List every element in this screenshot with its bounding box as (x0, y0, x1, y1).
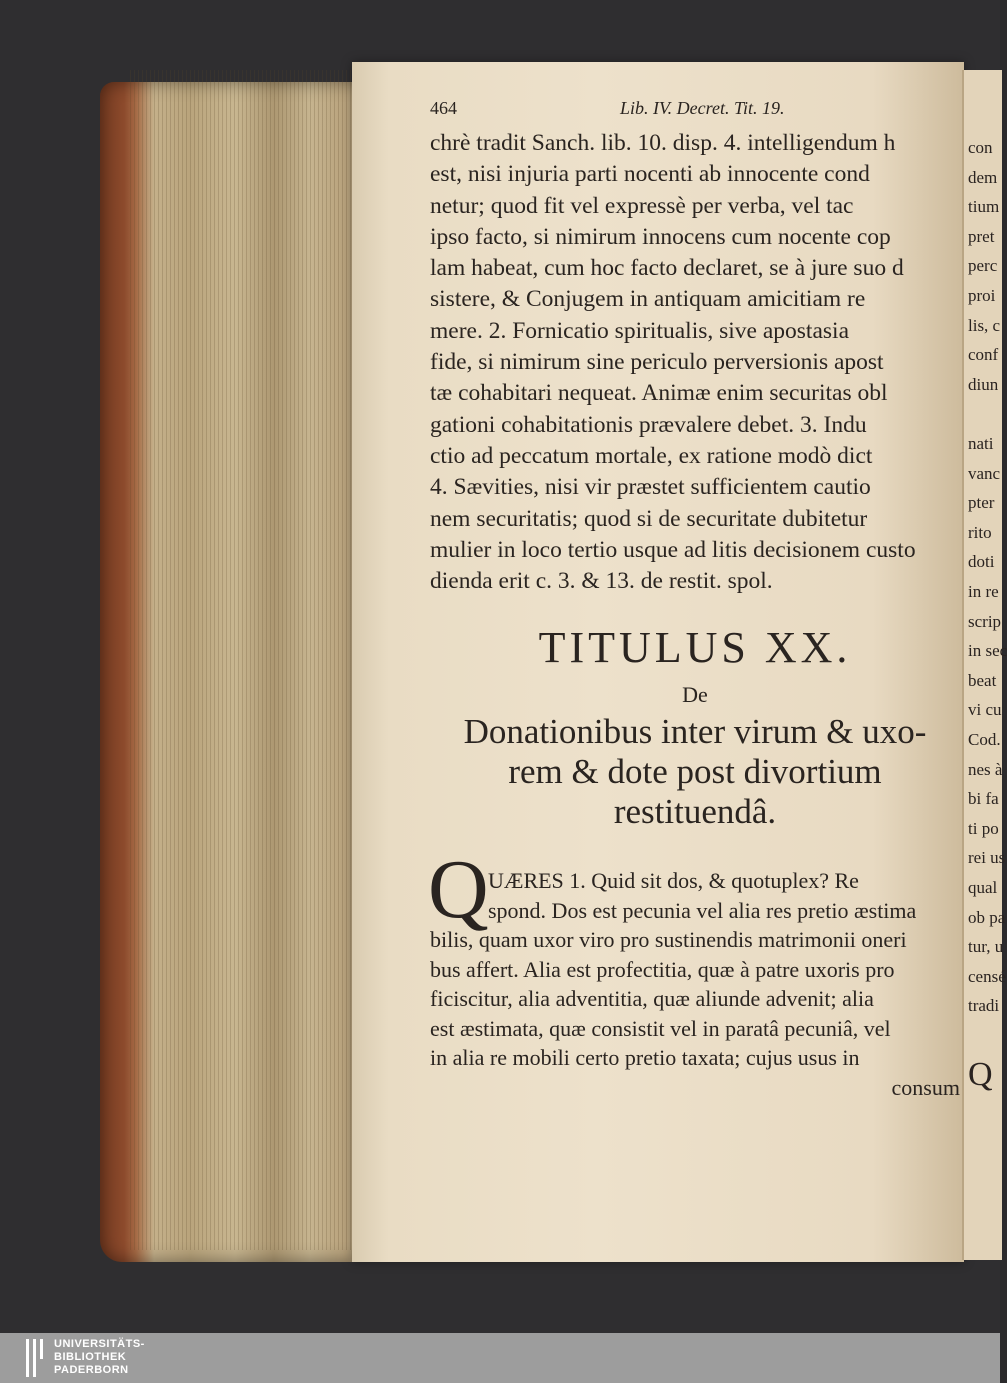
next-page-fragment: vi cu (968, 700, 1002, 720)
next-page-fragment: ti po (968, 818, 999, 838)
text-line: in alia re mobili certo pretio taxata; cujus usus in (430, 1045, 860, 1070)
next-page-fragment: censé (968, 966, 1006, 986)
next-page-fragment: in sec (968, 641, 1007, 661)
library-name (54, 1338, 145, 1377)
text-line: UÆRES 1. Quid sit dos, & quotuplex? Re (488, 868, 859, 893)
running-head (430, 98, 950, 124)
text-line: ctio ad peccatum mortale, ex ratione modò dict (430, 442, 873, 469)
next-page-fragment: vanc (968, 463, 1001, 483)
text-line: spond. Dos est pecunia vel alia res pretio æstima (488, 897, 917, 923)
footer-bar (0, 1333, 1000, 1383)
next-page-fragment: nes à (968, 759, 1003, 779)
next-page-fragment: scrip (968, 611, 1002, 631)
text-line: est æstimata, quæ consistit vel in paratâ pecuniâ, vel (430, 1015, 891, 1041)
text-line: sistere, & Conjugem in antiquam amicitiam re (430, 286, 866, 313)
next-page-fragment: tradi (968, 996, 1000, 1016)
text-line: gationi cohabitationis prævalere debet. 3. Indu (430, 411, 867, 438)
library-name-line: PADERBORN (54, 1364, 129, 1376)
text-line: 4. Sævities, nisi vir præstet sufficientem cautio (430, 474, 871, 501)
text-line: lam habeat, cum hoc facto declaret, se à jure suo d (430, 255, 904, 282)
next-page-fragment: tium (968, 197, 1000, 217)
text-line: consum (891, 1074, 960, 1100)
next-page-fragment: tur, u (968, 937, 1004, 957)
next-page-fragment: conf (968, 345, 999, 365)
next-page-fragment: lis, c (968, 315, 1001, 335)
text-line: dienda erit c. 3. & 13. de restit. spol. (430, 568, 773, 595)
page-number: 464 (430, 98, 457, 118)
text-line: bus affert. Alia est profectitia, quæ à patre uxoris pro (430, 956, 895, 982)
library-name-line: BIBLIOTHEK (54, 1351, 127, 1363)
next-page-fragment: rito (968, 522, 992, 542)
library-name-line: UNIVERSITÄTS- (54, 1338, 145, 1350)
next-page-fragment: doti (968, 552, 995, 572)
text-line: ficiscitur, alia adventitia, quæ aliunde advenit; alia (430, 986, 874, 1011)
section-subtitle (430, 712, 960, 832)
text-line: netur; quod fit vel expressè per verba, vel tac (430, 192, 854, 219)
text-line: ipso facto, si nimirum innocens cum nocente cop (430, 223, 891, 250)
section-title: TITULUS XX. (538, 623, 852, 672)
text-line: mere. 2. Fornicatio spiritualis, sive apostasia (430, 317, 849, 344)
next-page-edge (962, 70, 1007, 1260)
text-line: tæ cohabitari nequeat. Animæ enim securitas obl (430, 380, 888, 407)
next-page-fragment: qual (968, 878, 998, 897)
next-page-fragment: perc (968, 256, 998, 276)
text-line: est, nisi injuria parti nocenti ab innocente cond (430, 161, 870, 188)
question-paragraph (430, 866, 960, 1102)
text-line: fide, si nimirum sine periculo perversionis apost (430, 349, 884, 376)
next-page-fragment: rei us (968, 848, 1006, 868)
next-page-fragment: pter (968, 493, 995, 513)
subtitle-line: restituendâ. (613, 792, 777, 831)
next-page-fragment: ob pa (968, 907, 1006, 927)
drop-cap: Q (428, 843, 489, 936)
text-line: nem securitatis; quod si de securitate dubitetur (430, 505, 868, 532)
next-page-fragment: con (968, 138, 993, 157)
next-page-fragment: proi (968, 286, 996, 305)
next-page-fragment: pret (968, 226, 995, 246)
running-title: Lib. IV. Decret. Tit. 19. (620, 98, 785, 118)
next-page-fragment: Cod. (968, 730, 1001, 749)
text-line: bilis, quam uxor viro pro sustinendis matrimonii oneri (430, 927, 907, 952)
next-page-fragment: beat (968, 670, 997, 690)
subtitle-line: Donationibus inter virum & uxo- (463, 712, 927, 751)
next-page-fragment: bi fa (968, 789, 999, 809)
page-stack (130, 70, 380, 1250)
section-de: De (682, 682, 708, 707)
subtitle-line: rem & dote post divortium (508, 752, 882, 791)
library-logo-icon (24, 1337, 48, 1379)
text-line: chrè tradit Sanch. lib. 10. disp. 4. intelligendum h (430, 130, 896, 156)
next-page-fragment: in re (968, 582, 999, 601)
next-page-fragment: diun (968, 374, 999, 394)
next-page-fragment: Q (968, 1055, 993, 1093)
continuation-paragraph (430, 128, 960, 597)
text-line: mulier in loco tertio usque ad litis decisionem custo (430, 536, 916, 563)
next-page-fragment: dem (968, 167, 998, 187)
next-page-fragment: nati (968, 434, 994, 453)
